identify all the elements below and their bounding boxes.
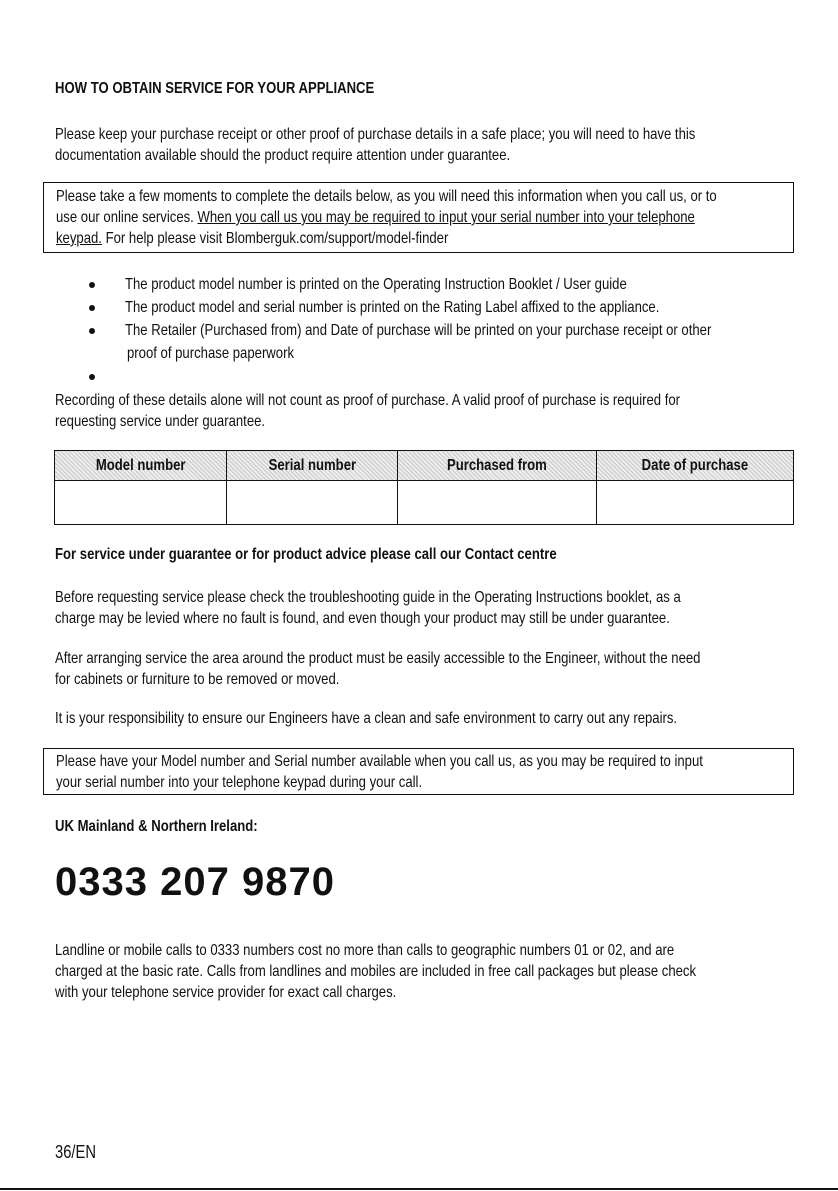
table-header-row — [55, 451, 794, 481]
serial-number-cell[interactable] — [227, 481, 398, 525]
troubleshooting-paragraph-line-1: Before requesting service please check the troubleshooting guide in the Operating Instructions booklet, as a — [55, 589, 681, 606]
recording-paragraph-line-2: requesting service under guarantee. — [55, 413, 266, 430]
column-header-serial-number: Serial number — [227, 451, 398, 481]
notice-line-2: use our online services. When you call us you may be required to input your serial number into your telephone — [56, 209, 695, 226]
page-number: 36/EN — [55, 1142, 97, 1162]
troubleshooting-paragraph-line-2: charge may be levied where no fault is found, and even though your product may still be under guarantee. — [55, 610, 670, 627]
column-header-model-number: Model number — [55, 451, 227, 481]
service-page: HOW TO OBTAIN SERVICE FOR YOUR APPLIANCE Please keep your purchase receipt or other proof of purchase details in a safe place; you will need to have this documentation available should the product require attention under guarantee. Please take a few moments to complete the details below, as you will need this information when you call us, or to use our online services. When you call us you may be required to input your serial number into your telephone keypad. For help please visit Blomberguk.com/support/model-finder The product model number is printed on the Operating Instruction Booklet / User guide The product model and serial number is printed on the Rating Label affixed to the appliance. The Retailer (Purchased from) and Date of purchase will be printed on your purchase receipt or other proof of purchase paperwork Recording of these details alone will not count as proof of purchase. A valid proof of purchase is required for requesting service under guarantee. Model number Serial number Purchased from Date of purchase For service under guarantee or for product advice please call our Contact centre Before requesting service please check the troubleshooting guide in the Operating Instructions booklet, as a charge may be levied where no fault is found, and even though your product may still be under guarantee. After arranging service the area around the product must be easily accessible to the Engineer, without the need for cabinets or furniture to be removed or moved. It is your responsibility to ensure our Engineers have a clean and safe environment to carry out any repairs. Please have your Model number and Serial number available when you call us, as you may be required to input your serial number into your telephone keypad during your call. UK Mainland & Northern Ireland: 0333 207 9870 Landline or mobile calls to 0333 numbers cost no more than calls to geographic numbers 01 or 02, and are charged at the basic rate. Calls from landlines and mobiles are included in free call packages but please check with your telephone service provider for exact call charges. 36/EN — [0, 0, 838, 1191]
contact-centre-heading: For service under guarantee or for product advice please call our Contact centre — [55, 546, 557, 563]
model-number-cell[interactable] — [55, 481, 227, 525]
call-notice-box — [43, 748, 794, 795]
call-charges-line-2: charged at the basic rate. Calls from landlines and mobiles are included in free call packages but please check — [55, 963, 697, 980]
notice-line-3: keypad. For help please visit Blomberguk.com/support/model-finder — [56, 230, 449, 247]
intro-paragraph-line-2: documentation available should the product require attention under guarantee. — [55, 147, 511, 164]
bottom-divider — [0, 1188, 838, 1190]
region-heading: UK Mainland & Northern Ireland: — [55, 818, 258, 835]
bullet-icon — [89, 282, 95, 288]
date-of-purchase-cell[interactable] — [597, 481, 794, 525]
call-charges-line-3: with your telephone service provider for exact call charges. — [55, 984, 397, 1001]
call-charges-line-1: Landline or mobile calls to 0333 numbers cost no more than calls to geographic numbers 01 or 02, and are — [55, 942, 675, 959]
column-header-purchased-from: Purchased from — [398, 451, 597, 481]
details-notice-box — [43, 182, 794, 253]
call-notice-line-1: Please have your Model number and Serial number available when you call us, as you may be required to input — [56, 753, 703, 770]
table-row — [55, 481, 794, 525]
access-paragraph-line-2: for cabinets or furniture to be removed or moved. — [55, 671, 340, 688]
section-heading: HOW TO OBTAIN SERVICE FOR YOUR APPLIANCE — [55, 80, 375, 97]
purchase-details-table — [54, 450, 794, 525]
intro-paragraph-line-1: Please keep your purchase receipt or other proof of purchase details in a safe place; you will need to have this — [55, 126, 696, 143]
phone-number[interactable]: 0333 207 9870 — [55, 860, 335, 904]
recording-paragraph-line-1: Recording of these details alone will not count as proof of purchase. A valid proof of purchase is required for — [55, 392, 681, 409]
notice-line-1: Please take a few moments to complete the details below, as you will need this information when you call us, or to — [56, 188, 717, 205]
purchased-from-cell[interactable] — [398, 481, 597, 525]
column-header-date-of-purchase: Date of purchase — [597, 451, 794, 481]
call-notice-line-2: your serial number into your telephone keypad during your call. — [56, 774, 423, 791]
bullet-icon — [89, 328, 95, 334]
bullet-icon — [89, 374, 95, 380]
responsibility-statement: It is your responsibility to ensure our Engineers have a clean and safe environment to carry out any repairs. — [55, 710, 678, 727]
bullet-icon — [89, 305, 95, 311]
access-paragraph-line-1: After arranging service the area around the product must be easily accessible to the Engineer, without the need — [55, 650, 701, 667]
